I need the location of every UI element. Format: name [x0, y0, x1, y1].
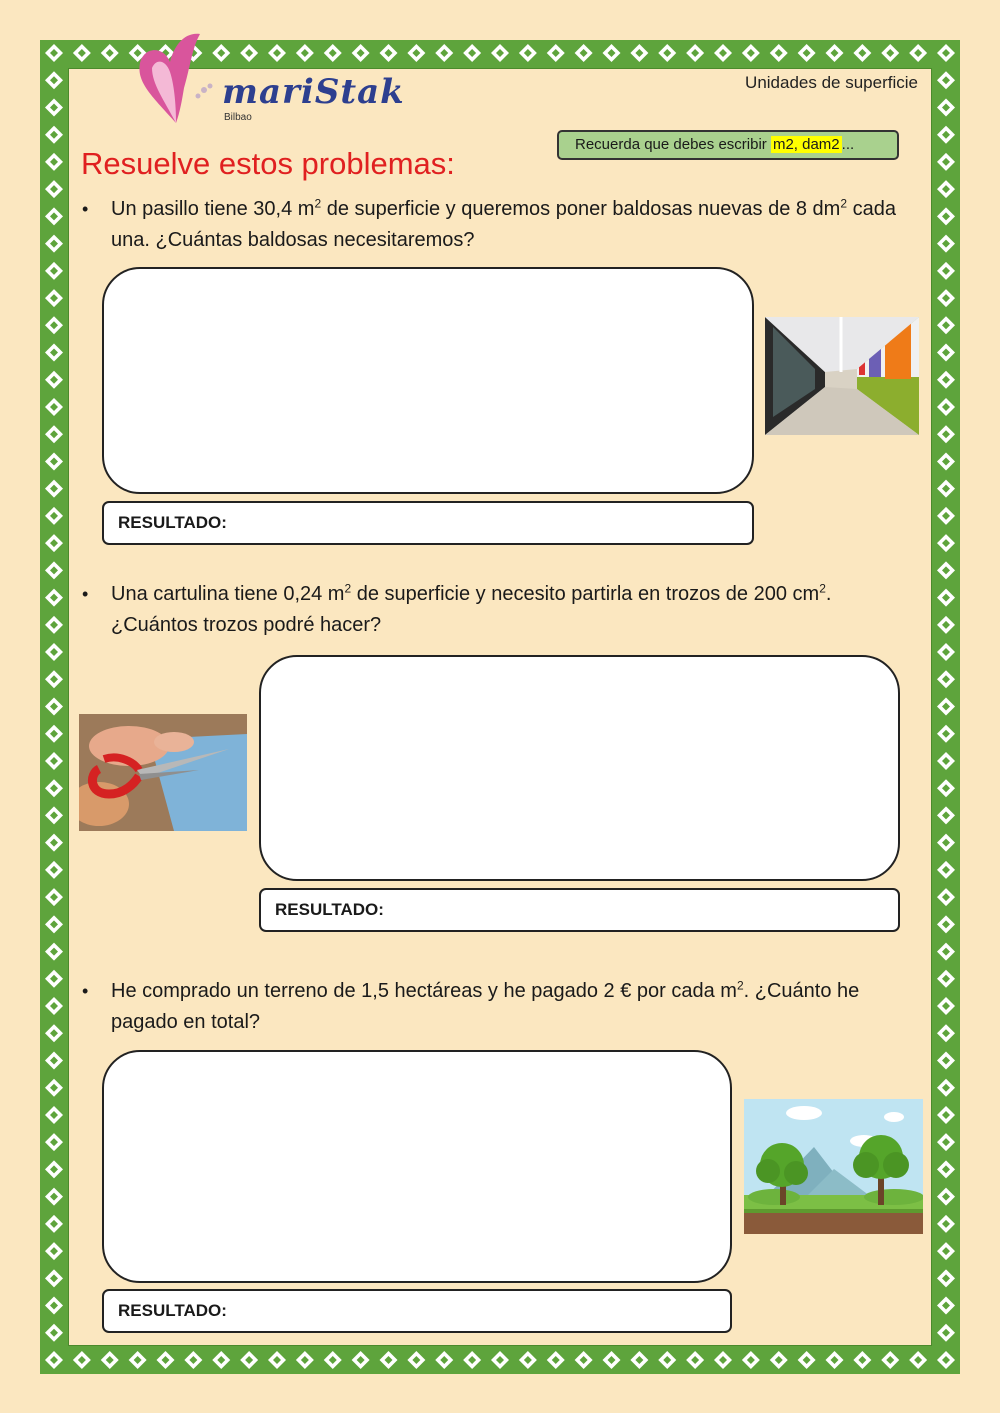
problem-1-text: Un pasillo tiene 30,4 $m^2$ de superficie y queremos poner baldosas nuevas de 8 $dm^2$ cada una. ¿Cuántas baldosas necesitaremos?	[111, 196, 896, 251]
border-diamond	[826, 44, 844, 62]
border-diamond	[937, 1188, 955, 1206]
border-diamond	[937, 915, 955, 933]
problem-2	[82, 579, 922, 641]
land-trees-illustration	[744, 1099, 923, 1234]
border-diamond	[45, 643, 63, 661]
border-diamond	[45, 316, 63, 334]
border-diamond	[937, 779, 955, 797]
problem-3	[82, 976, 922, 1038]
maristak-logo	[134, 28, 405, 128]
border-diamond	[45, 98, 63, 116]
bullet: •	[82, 199, 89, 219]
border-diamond	[45, 561, 63, 579]
border-diamond	[45, 616, 63, 634]
border-diamond	[45, 1188, 63, 1206]
border-diamond	[937, 1324, 955, 1342]
border-diamond	[742, 44, 760, 62]
border-diamond	[45, 289, 63, 307]
border-diamond	[937, 398, 955, 416]
border-diamond	[937, 71, 955, 89]
reminder-suffix: ...	[841, 136, 855, 153]
border-diamond	[45, 344, 63, 362]
border-diamond	[798, 1351, 816, 1369]
problem-2-result-field[interactable]: RESULTADO:	[259, 888, 900, 932]
border-diamond	[714, 44, 732, 62]
border-diamond	[45, 126, 63, 144]
hallway-photo	[765, 317, 919, 435]
border-diamond	[937, 1133, 955, 1151]
border-diamond	[129, 1351, 147, 1369]
border-diamond	[937, 126, 955, 144]
border-diamond	[407, 44, 425, 62]
border-diamond	[45, 1215, 63, 1233]
border-diamond	[826, 1351, 844, 1369]
border-diamond	[45, 997, 63, 1015]
border-diamond	[937, 752, 955, 770]
border-diamond	[45, 1051, 63, 1069]
border-diamond	[937, 1079, 955, 1097]
border-diamond	[407, 1351, 425, 1369]
border-diamond	[324, 1351, 342, 1369]
border-diamond	[937, 344, 955, 362]
border-diamond	[770, 1351, 788, 1369]
border-diamond	[937, 507, 955, 525]
border-diamond	[937, 262, 955, 280]
border-diamond	[937, 698, 955, 716]
border-diamond	[937, 1106, 955, 1124]
border-diamond	[45, 425, 63, 443]
logo-wordmark: mariStak	[222, 72, 405, 112]
border-diamond	[45, 371, 63, 389]
problem-3-text: He comprado un terreno de 1,5 hectáreas y he pagado 2 € por cada $m^2$. ¿Cuánto he pagado en total?	[111, 978, 860, 1033]
topic-title: Unidades de superficie	[745, 73, 918, 92]
border-diamond	[463, 1351, 481, 1369]
border-diamond	[45, 1133, 63, 1151]
border-diamond	[770, 44, 788, 62]
border-diamond	[742, 1351, 760, 1369]
border-diamond	[45, 1079, 63, 1097]
border-diamond	[45, 1269, 63, 1287]
border-diamond	[240, 1351, 258, 1369]
border-diamond	[937, 289, 955, 307]
border-diamond	[937, 997, 955, 1015]
border-diamond	[798, 44, 816, 62]
border-diamond	[937, 589, 955, 607]
border-diamond	[45, 1324, 63, 1342]
border-diamond	[45, 1242, 63, 1260]
border-diamond	[73, 44, 91, 62]
border-diamond	[184, 1351, 202, 1369]
scissors-cutting-paper-photo	[79, 714, 247, 831]
border-diamond	[937, 1160, 955, 1178]
logo-location: Bilbao	[224, 112, 252, 123]
border-diamond	[853, 1351, 871, 1369]
border-diamond	[45, 589, 63, 607]
border-diamond	[937, 1215, 955, 1233]
border-diamond	[45, 752, 63, 770]
page-heading: Resuelve estos problemas:	[81, 146, 455, 181]
border-diamond	[212, 1351, 230, 1369]
border-diamond	[909, 44, 927, 62]
border-diamond	[435, 1351, 453, 1369]
border-diamond	[630, 44, 648, 62]
border-diamond	[45, 71, 63, 89]
heart-logo-icon	[134, 28, 224, 128]
border-diamond	[937, 670, 955, 688]
border-diamond	[45, 153, 63, 171]
border-diamond	[45, 698, 63, 716]
border-diamond	[937, 561, 955, 579]
border-diamond	[937, 1269, 955, 1287]
border-diamond	[937, 480, 955, 498]
border-diamond	[45, 1297, 63, 1315]
border-diamond	[937, 534, 955, 552]
border-diamond	[435, 44, 453, 62]
problem-3-result-field[interactable]: RESULTADO:	[102, 1289, 732, 1333]
border-diamond	[101, 44, 119, 62]
border-diamond	[937, 616, 955, 634]
border-diamond	[45, 915, 63, 933]
border-diamond	[45, 262, 63, 280]
border-diamond	[937, 153, 955, 171]
border-diamond	[937, 235, 955, 253]
border-diamond	[519, 44, 537, 62]
border-diamond	[45, 207, 63, 225]
border-diamond	[45, 670, 63, 688]
border-diamond	[937, 643, 955, 661]
problem-1-result-field[interactable]: RESULTADO:	[102, 501, 754, 545]
border-diamond	[937, 1242, 955, 1260]
bullet: •	[82, 981, 89, 1001]
border-diamond	[937, 371, 955, 389]
border-diamond	[45, 888, 63, 906]
border-diamond	[658, 1351, 676, 1369]
border-diamond	[45, 1024, 63, 1042]
border-diamond	[937, 806, 955, 824]
problem-2-answer-area[interactable]	[259, 655, 900, 881]
problem-1	[82, 194, 922, 256]
border-diamond	[937, 725, 955, 743]
problem-1-answer-area[interactable]	[102, 267, 754, 494]
border-diamond	[45, 806, 63, 824]
border-diamond	[881, 44, 899, 62]
border-diamond	[603, 44, 621, 62]
border-diamond	[101, 1351, 119, 1369]
border-diamond	[658, 44, 676, 62]
border-diamond	[352, 1351, 370, 1369]
border-diamond	[937, 98, 955, 116]
border-diamond	[73, 1351, 91, 1369]
border-diamond	[45, 507, 63, 525]
border-diamond	[937, 970, 955, 988]
problem-3-answer-area[interactable]	[102, 1050, 732, 1283]
border-diamond	[45, 1351, 63, 1369]
border-diamond	[45, 180, 63, 198]
border-diamond	[45, 1106, 63, 1124]
border-diamond	[937, 180, 955, 198]
reminder-prefix: Recuerda que debes escribir	[575, 136, 771, 153]
border-diamond	[575, 1351, 593, 1369]
border-diamond	[937, 888, 955, 906]
reminder-note	[557, 130, 899, 160]
border-diamond	[519, 1351, 537, 1369]
bullet: •	[82, 584, 89, 604]
border-diamond	[45, 398, 63, 416]
border-diamond	[491, 44, 509, 62]
border-diamond	[937, 425, 955, 443]
border-diamond	[937, 834, 955, 852]
border-diamond	[937, 1351, 955, 1369]
border-diamond	[268, 1351, 286, 1369]
border-diamond	[909, 1351, 927, 1369]
border-diamond	[380, 1351, 398, 1369]
border-diamond	[937, 943, 955, 961]
border-diamond	[45, 480, 63, 498]
reminder-units: m2, dam2	[772, 136, 840, 153]
border-diamond	[630, 1351, 648, 1369]
border-diamond	[45, 970, 63, 988]
border-diamond	[937, 316, 955, 334]
border-diamond	[296, 1351, 314, 1369]
border-diamond	[547, 1351, 565, 1369]
border-diamond	[881, 1351, 899, 1369]
border-diamond	[45, 534, 63, 552]
border-diamond	[937, 861, 955, 879]
border-diamond	[937, 207, 955, 225]
border-diamond	[937, 1024, 955, 1042]
border-diamond	[45, 834, 63, 852]
border-diamond	[937, 1051, 955, 1069]
border-diamond	[45, 779, 63, 797]
border-diamond	[463, 44, 481, 62]
border-diamond	[45, 943, 63, 961]
border-diamond	[686, 1351, 704, 1369]
border-diamond	[853, 44, 871, 62]
border-diamond	[491, 1351, 509, 1369]
problem-2-text: Una cartulina tiene 0,24 $m^2$ de superficie y necesito partirla en trozos de 200 $cm^2$. ¿Cuántos trozos podré hacer?	[111, 581, 832, 636]
border-diamond	[547, 44, 565, 62]
border-diamond	[157, 1351, 175, 1369]
border-diamond	[45, 725, 63, 743]
border-diamond	[937, 1297, 955, 1315]
border-diamond	[686, 44, 704, 62]
border-diamond	[45, 235, 63, 253]
border-diamond	[603, 1351, 621, 1369]
border-diamond	[45, 861, 63, 879]
border-diamond	[45, 1160, 63, 1178]
border-diamond	[575, 44, 593, 62]
border-diamond	[714, 1351, 732, 1369]
border-diamond	[45, 452, 63, 470]
border-diamond	[937, 452, 955, 470]
border-diamond	[45, 44, 63, 62]
border-diamond	[937, 44, 955, 62]
